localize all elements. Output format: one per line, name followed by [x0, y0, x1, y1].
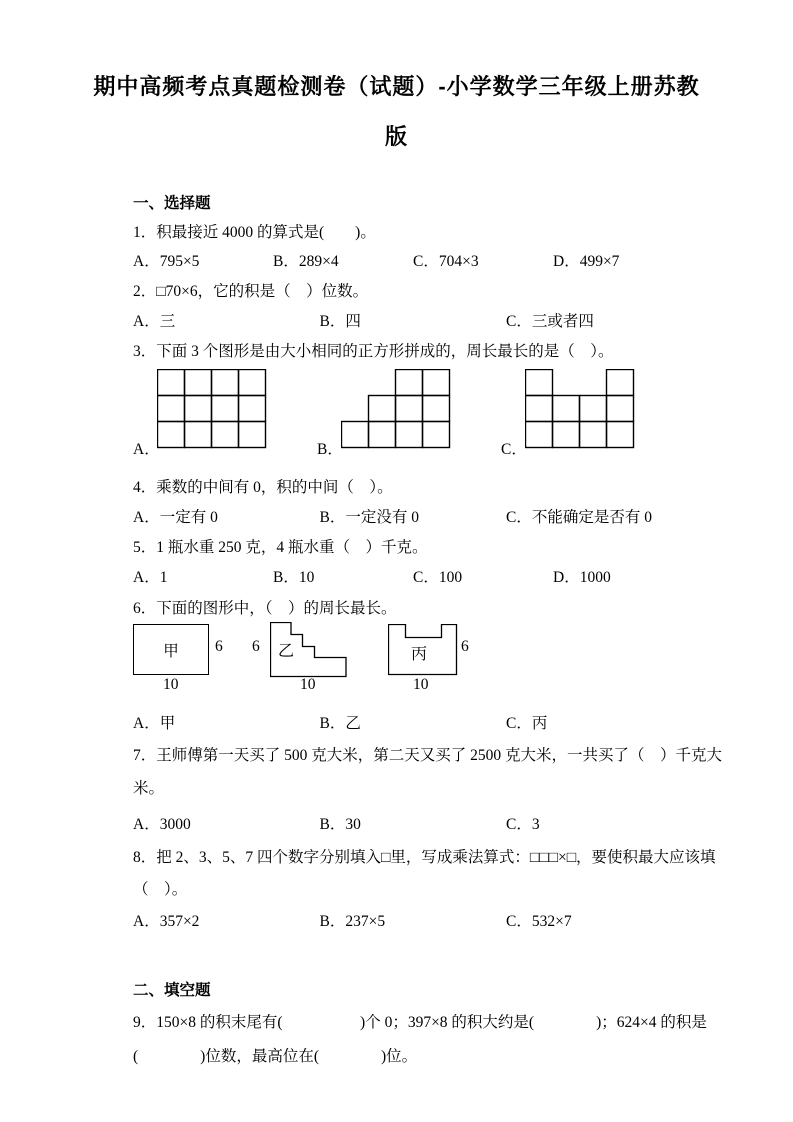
paper-title-line2: 版 — [384, 124, 408, 149]
question-4-options — [133, 505, 652, 527]
q6-figure-jia-label: 甲 — [163, 642, 179, 660]
q6-option-c: C．丙 — [506, 715, 548, 732]
q8-option-b: B．237×5 — [319, 913, 386, 930]
question-8-text-line1: 8．把 2、3、5、7 四个数字分别填入□里，写成乘法算式：□□□×□，要使积最大应该填 — [133, 849, 716, 866]
question-8-text-line2: （ ）。 — [133, 881, 188, 898]
q8-option-a: A．357×2 — [133, 913, 200, 930]
q3-figure-c-grid — [525, 369, 635, 449]
q6-option-b: B．乙 — [319, 715, 361, 732]
question-7-text-line1: 7．王师傅第一天买了 500 克大米，第二天又买了 2500 克大米，一共买了（ ）千克大 — [133, 747, 723, 764]
question-9-text-line1: 9．150×8 的积末尾有( )个 0；397×8 的积大约是( )；624×4 的积是 — [133, 1014, 707, 1031]
question-2-options — [133, 309, 594, 331]
question-5-text: 5．1 瓶水重 250 克，4 瓶水重（ ）千克。 — [133, 539, 428, 556]
paper-title-line1: 期中高频考点真题检测卷（试题）-小学数学三年级上册苏教 — [93, 74, 700, 99]
q7-option-c: C．3 — [506, 816, 540, 833]
q5-option-d: D．1000 — [553, 569, 611, 586]
q5-option-a: A．1 — [133, 569, 168, 586]
q1-option-a: A．795×5 — [133, 253, 200, 270]
q6-yi-side-dimension: 6 — [252, 638, 260, 655]
question-6-text: 6．下面的图形中，（ ）的周长最长。 — [133, 600, 397, 617]
q6-bing-bottom-dimension: 10 — [413, 676, 429, 693]
q8-option-c: C．532×7 — [506, 913, 572, 930]
q6-option-a: A．甲 — [133, 715, 176, 732]
q6-figure-jia-rectangle — [133, 624, 209, 675]
question-4-text: 4．乘数的中间有 0，积的中间（ ）。 — [133, 479, 393, 496]
section-2-heading: 二、填空题 — [133, 982, 211, 999]
q6-bing-side-dimension: 6 — [461, 638, 469, 655]
question-5-options — [133, 565, 611, 587]
q3-figure-b-grid — [341, 369, 451, 449]
question-6-options — [133, 711, 547, 733]
q4-option-a: A．一定有 0 — [133, 509, 218, 526]
q6-figure-bing-label: 丙 — [411, 646, 428, 663]
q3-figure-label-a: A． — [133, 441, 160, 458]
question-7-options — [133, 812, 540, 834]
question-2-text: 2．□70×6，它的积是（ ）位数。 — [133, 283, 369, 300]
q3-figure-label-c: C． — [501, 441, 527, 458]
section-1-heading: 一、选择题 — [133, 195, 211, 212]
question-8-options — [133, 909, 572, 931]
q4-option-c: C．不能确定是否有 0 — [506, 509, 652, 526]
q5-option-b: B．10 — [273, 569, 315, 586]
q3-figure-label-b: B． — [317, 441, 343, 458]
q1-option-b: B．289×4 — [273, 253, 339, 270]
q3-figure-a-grid — [157, 369, 267, 449]
q6-figure-yi-label: 乙 — [278, 643, 295, 660]
q1-option-c: C．704×3 — [413, 253, 479, 270]
q2-option-c: C．三或者四 — [506, 313, 594, 330]
question-7-text-line2: 米。 — [133, 780, 165, 797]
q7-option-a: A．3000 — [133, 816, 191, 833]
question-3-text: 3．下面 3 个图形是由大小相同的正方形拼成的，周长最长的是（ ）。 — [133, 343, 614, 360]
q2-option-a: A．三 — [133, 313, 176, 330]
question-9-text-line2: ( )位数，最高位在( )位。 — [133, 1048, 418, 1065]
q1-option-d: D．499×7 — [553, 253, 620, 270]
question-1-text: 1．积最接近 4000 的算式是( )。 — [133, 224, 376, 241]
q6-jia-side-dimension: 6 — [215, 638, 223, 655]
q5-option-c: C．100 — [413, 569, 463, 586]
q6-yi-bottom-dimension: 10 — [300, 676, 316, 693]
q4-option-b: B．一定没有 0 — [319, 509, 419, 526]
question-1-options — [133, 249, 619, 271]
q2-option-b: B．四 — [319, 313, 361, 330]
q7-option-b: B．30 — [319, 816, 361, 833]
q6-jia-bottom-dimension: 10 — [163, 676, 179, 693]
